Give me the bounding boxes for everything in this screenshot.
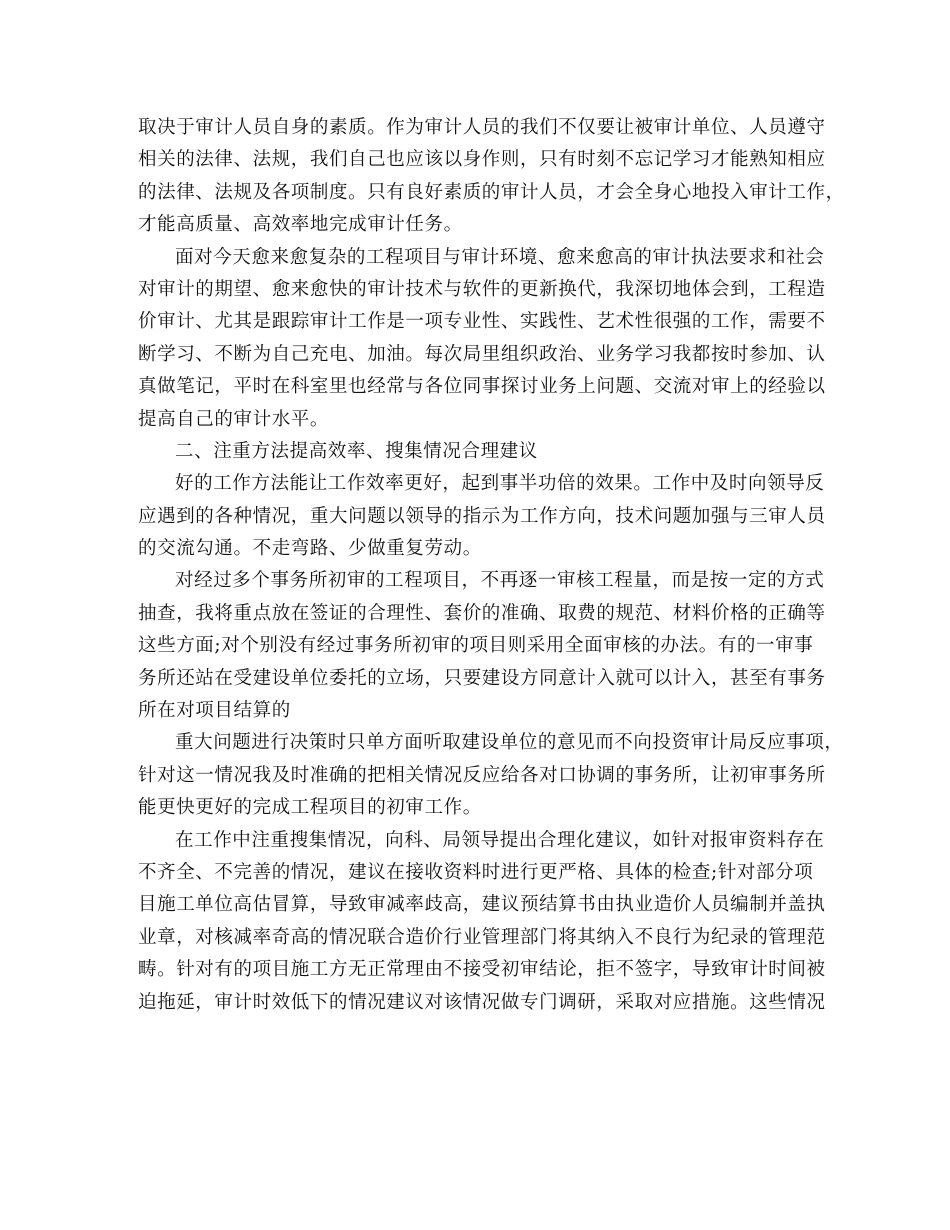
text-line: 的法律、法规及各项制度。只有良好素质的审计人员，才会全身心地投入审计工作， [138,181,845,203]
text-line: 所在对项目结算的 [138,700,291,722]
text-line: 价审计、尤其是跟踪审计工作是一项专业性、实践性、艺术性很强的工作，需要不 [138,311,826,333]
text-line: 的交流勾通。不走弯路、少做重复劳动。 [138,538,482,560]
text-line: 在工作中注重搜集情况，向科、局领导提出合理化建议，如针对报审资料存在 [175,829,825,851]
text-line: 目施工单位高估冒算，导致审减率歧高，建议预结算书由执业造价人员编制并盖执 [138,894,826,916]
text-line: 重大问题进行决策时只单方面听取建设单位的意见而不向投资审计局反应事项， [175,732,844,754]
text-line: 二、注重方法提高效率、搜集情况合理建议 [175,440,538,462]
text-line: 取决于审计人员自身的素质。作为审计人员的我们不仅要让被审计单位、人员遵守 [138,117,826,138]
text-line: 真做笔记，平时在科室里也经常与各位同事探讨业务上问题、交流对审上的经验以 [138,376,826,398]
text-line: 能更快更好的完成工程项目的初审工作。 [138,797,482,819]
text-line: 才能高质量、高效率地完成审计任务。 [138,214,463,236]
text-line: 提高自己的审计水平。 [138,408,330,430]
text-line: 业章，对核减率奇高的情况联合造价行业管理部门将其纳入不良行为纪录的管理范 [138,926,826,948]
text-line: 好的工作方法能让工作效率更好，起到事半功倍的效果。工作中及时向领导反 [175,473,825,495]
text-line: 相关的法律、法规，我们自己也应该以身作则，只有时刻不忘记学习才能熟知相应 [138,149,826,171]
text-line: 这些方面;对个别没有经过事务所初审的项目则采用全面审核的办法。有的一审事 [138,635,814,657]
text-line: 务所还站在受建设单位委托的立场，只要建设方同意计入就可以计入，甚至有事务 [138,667,826,689]
text-line: 针对这一情况我及时准确的把相关情况反应给各对口协调的事务所，让初审事务所 [138,764,826,786]
text-line: 畴。针对有的项目施工方无正常理由不接受初审结论，拒不签字，导致审计时间被 [138,959,826,981]
text-line: 对经过多个事务所初审的工程项目，不再逐一审核工程量，而是按一定的方式 [175,570,825,592]
text-line: 对审计的期望、愈来愈快的审计技术与软件的更新换代，我深切地体会到，工程造 [138,278,826,300]
text-line: 断学习、不断为自己充电、加油。每次局里组织政治、业务学习我都按时参加、认 [138,343,826,365]
text-line: 面对今天愈来愈复杂的工程项目与审计环境、愈来愈高的审计执法要求和社会 [175,246,825,268]
text-line: 抽查，我将重点放在签证的合理性、套价的准确、取费的规范、材料价格的正确等 [138,602,826,624]
text-line: 迫拖延，审计时效低下的情况建议对该情况做专门调研，采取对应措施。这些情况 [138,991,826,1013]
document-body [138,112,845,1019]
text-line: 不齐全、不完善的情况，建议在接收资料时进行更严格、具体的检查;针对部分项 [138,861,814,883]
text-line: 应遇到的各种情况，重大问题以领导的指示为工作方向，技术问题加强与三审人员 [138,505,826,527]
